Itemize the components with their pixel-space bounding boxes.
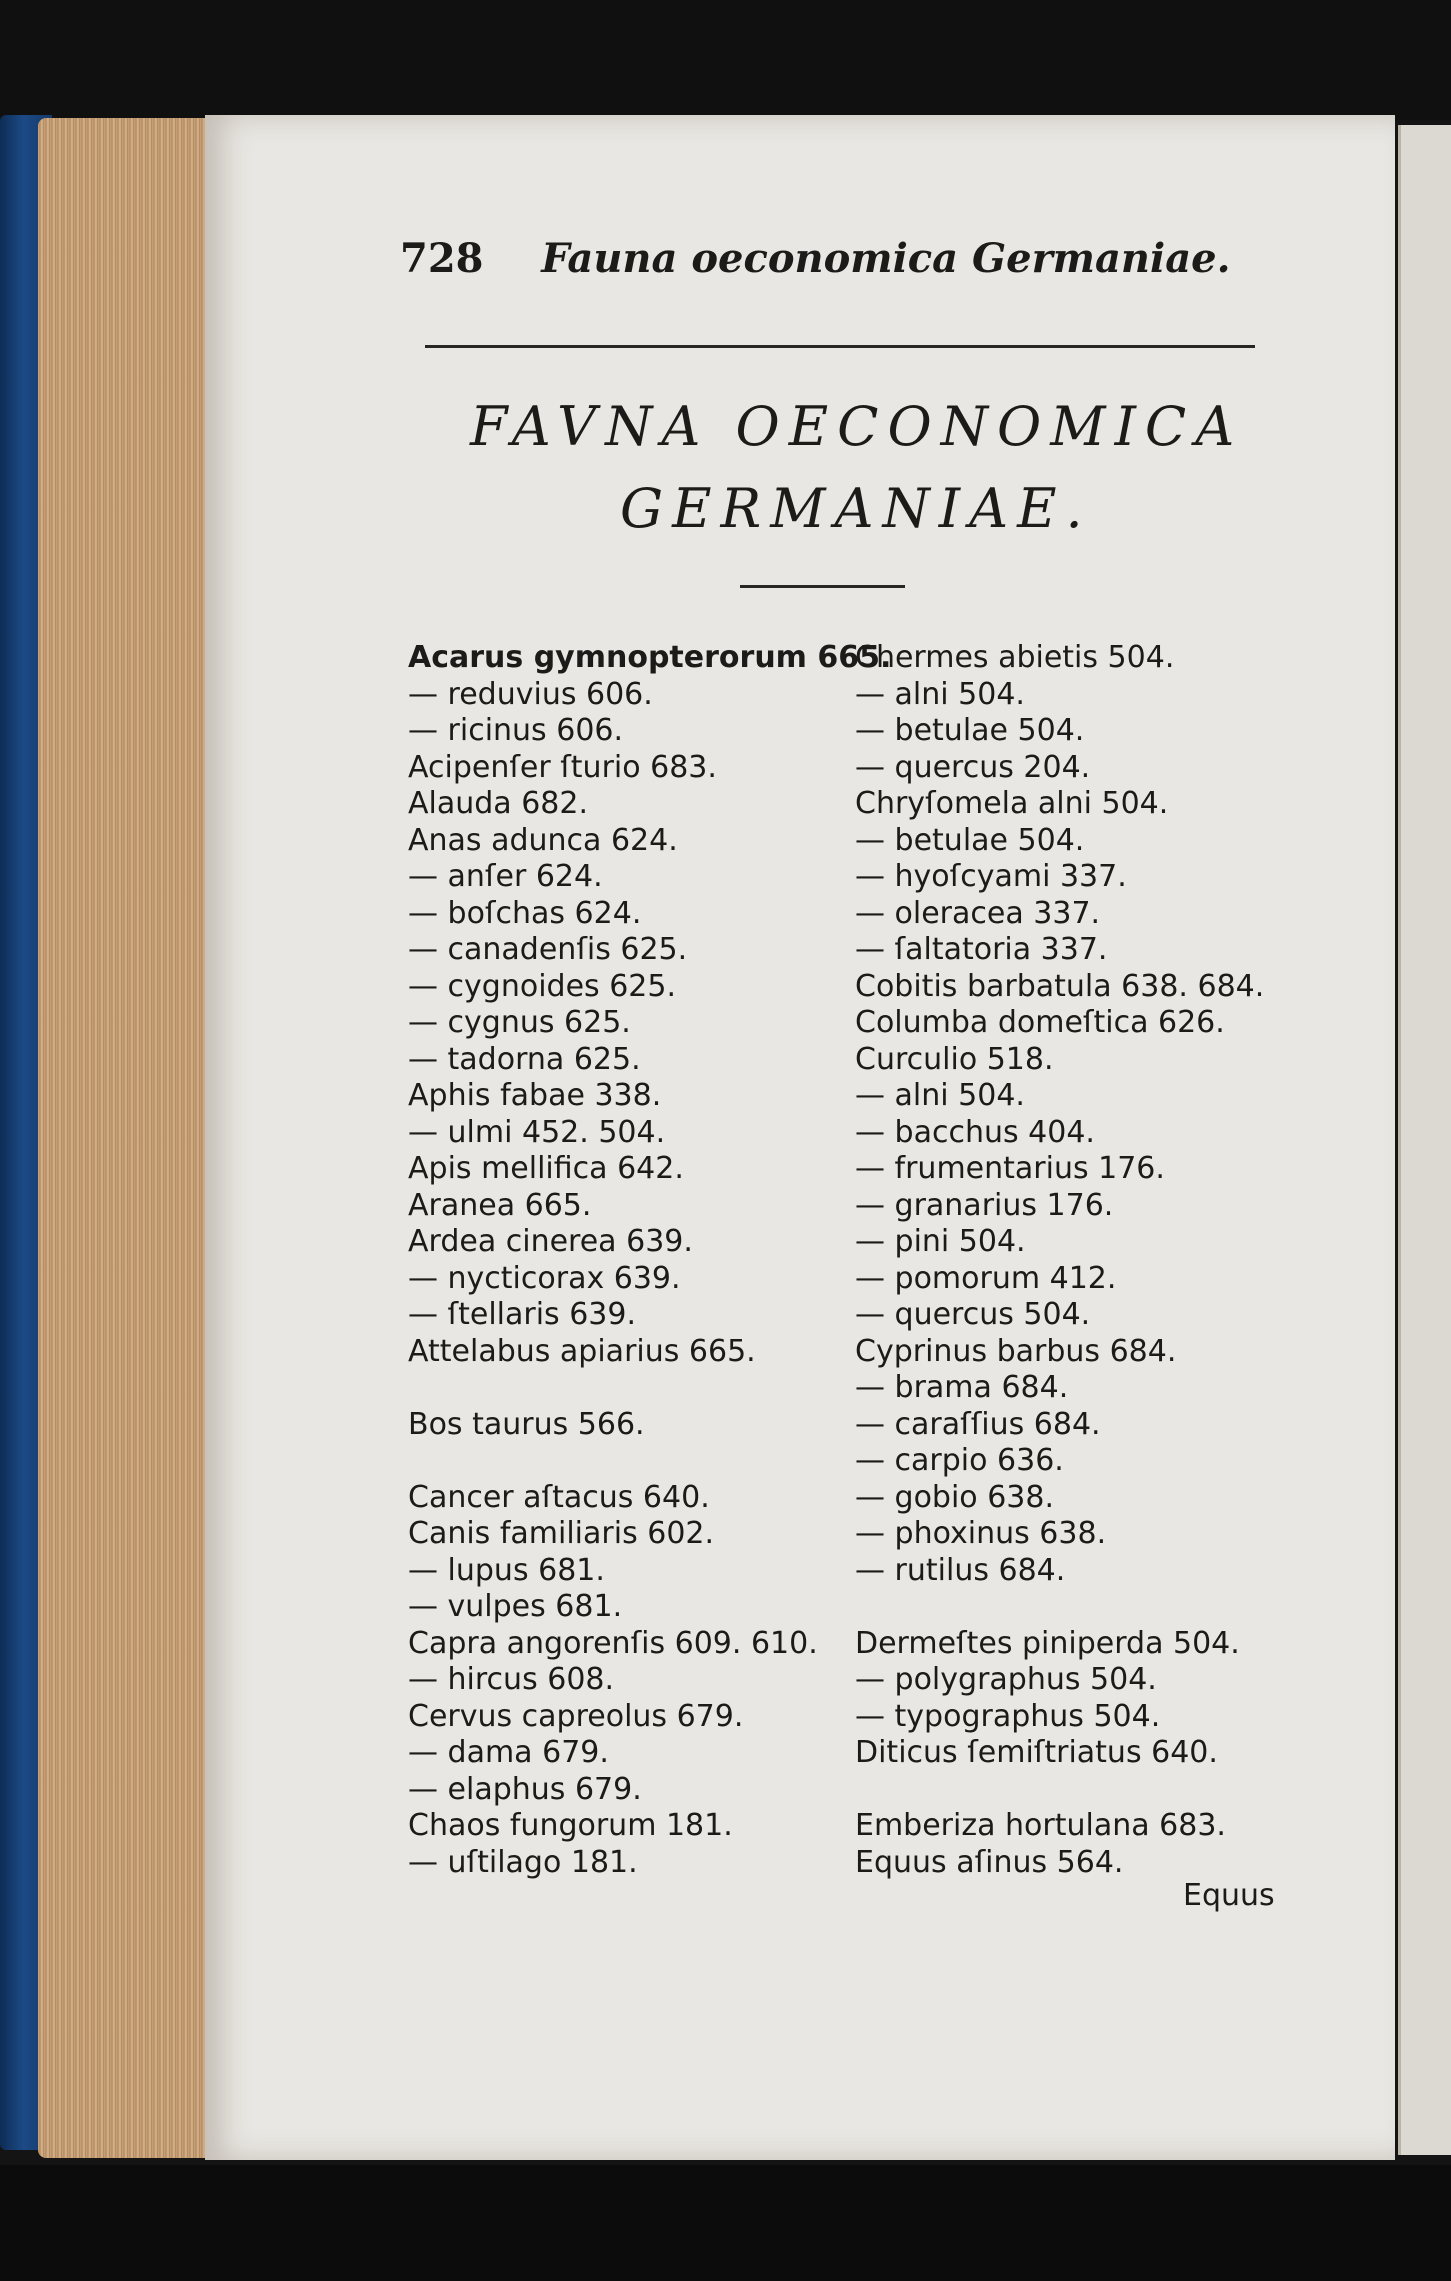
index-entry: — dama 679. (408, 1735, 609, 1770)
index-entry: — rutilus 684. (855, 1552, 1066, 1588)
index-entry: Chryſomela alni 504. (855, 786, 1169, 821)
background-top (0, 0, 1451, 120)
index-entry: Emberiza hortulana 683. (855, 1808, 1226, 1843)
index-column-left (408, 640, 891, 1881)
section-title-line2: GERMANIAE. (620, 477, 1092, 540)
facing-page-edge (1398, 125, 1451, 2155)
index-entry: — lupus 681. (408, 1552, 605, 1588)
index-entry: — pomorum 412. (855, 1260, 1117, 1296)
page-number: 728 (400, 235, 484, 282)
index-entry: — alni 504. (855, 1078, 1025, 1113)
index-entry: Attelabus apiarius 665. (408, 1333, 756, 1369)
index-entry: — quercus 504. (855, 1297, 1091, 1332)
index-entry: — betulae 504. (855, 713, 1085, 748)
index-entry: Chermes abietis 504. (855, 640, 1175, 675)
index-entry: — granarius 176. (855, 1187, 1114, 1223)
index-entry: — frumentarius 176. (855, 1151, 1165, 1186)
index-entry: — tadorna 625. (408, 1041, 641, 1077)
index-entry: — ſtellaris 639. (408, 1297, 637, 1332)
index-entry: — quercus 204. (855, 749, 1091, 785)
index-entry: Canis familiaris 602. (408, 1516, 715, 1551)
index-entry: — canadenſis 625. (408, 932, 688, 967)
index-entry: — polygraphus 504. (855, 1662, 1157, 1697)
index-entry: — uſtilago 181. (408, 1844, 638, 1880)
index-entry: Acarus gymnopterorum 665. (408, 640, 892, 675)
index-entry: — nycticorax 639. (408, 1260, 681, 1296)
index-column-right (855, 640, 1264, 1881)
index-entry: Anas adunca 624. (408, 822, 678, 858)
title-rule (740, 585, 905, 588)
index-entry: Cancer aſtacus 640. (408, 1479, 710, 1515)
index-entry: — oleracea 337. (855, 895, 1101, 931)
index-entry: — ricinus 606. (408, 713, 624, 748)
index-entry: Equus aſinus 564. (855, 1844, 1124, 1880)
index-entry: — cygnoides 625. (408, 968, 676, 1004)
index-entry: — vulpes 681. (408, 1589, 623, 1624)
index-entry: — gobio 638. (855, 1479, 1054, 1515)
index-entry: — hyoſcyami 337. (855, 859, 1127, 894)
index-entry: — anſer 624. (408, 859, 603, 894)
index-entry: — brama 684. (855, 1370, 1069, 1405)
index-entry: — pini 504. (855, 1224, 1026, 1259)
index-entry: Aphis fabae 338. (408, 1078, 662, 1113)
catchword: Equus (1183, 1878, 1275, 1913)
index-entry: Acipenſer ſturio 683. (408, 749, 717, 785)
index-entry: Aranea 665. (408, 1187, 592, 1223)
index-entry: Columba domeſtica 626. (855, 1005, 1225, 1040)
index-entry: Cyprinus barbus 684. (855, 1333, 1177, 1369)
index-entry: — phoxinus 638. (855, 1516, 1107, 1551)
index-entry: — bacchus 404. (855, 1114, 1095, 1150)
index-entry: — ulmi 452. 504. (408, 1114, 666, 1150)
page-edges (38, 118, 210, 2158)
index-entry: — cygnus 625. (408, 1005, 631, 1040)
index-entry: Curculio 518. (855, 1041, 1054, 1077)
background-bottom (0, 2165, 1451, 2281)
index-entry: Chaos fungorum 181. (408, 1808, 733, 1843)
header-rule (425, 345, 1255, 348)
section-title-line1: FAVNA OECONOMICA (470, 395, 1244, 458)
index-entry: Apis mellifica 642. (408, 1151, 684, 1186)
running-header (400, 235, 1231, 282)
index-entry: — elaphus 679. (408, 1771, 642, 1807)
index-entry: Alauda 682. (408, 786, 589, 821)
index-entry: — alni 504. (855, 676, 1025, 712)
index-entry: — reduvius 606. (408, 676, 653, 712)
index-entry: — betulae 504. (855, 822, 1085, 858)
index-entry: Cervus capreolus 679. (408, 1698, 744, 1734)
index-entry: Dermeſtes piniperda 504. (855, 1625, 1240, 1661)
index-entry: Bos taurus 566. (408, 1406, 645, 1442)
index-entry: — caraſſius 684. (855, 1406, 1101, 1442)
running-title: Fauna oeconomica Germaniae. (541, 235, 1231, 282)
index-entry: Ardea cinerea 639. (408, 1224, 693, 1259)
index-entry: Cobitis barbatula 638. 684. (855, 968, 1265, 1004)
index-entry: — ſaltatoria 337. (855, 932, 1108, 967)
index-entry: — boſchas 624. (408, 895, 642, 931)
index-entry: — hircus 608. (408, 1662, 615, 1697)
index-entry: — typographus 504. (855, 1698, 1161, 1734)
index-entry: Diticus ſemiſtriatus 640. (855, 1735, 1218, 1770)
index-entry: Capra angorenſis 609. 610. (408, 1625, 818, 1661)
index-entry: — carpio 636. (855, 1443, 1064, 1478)
